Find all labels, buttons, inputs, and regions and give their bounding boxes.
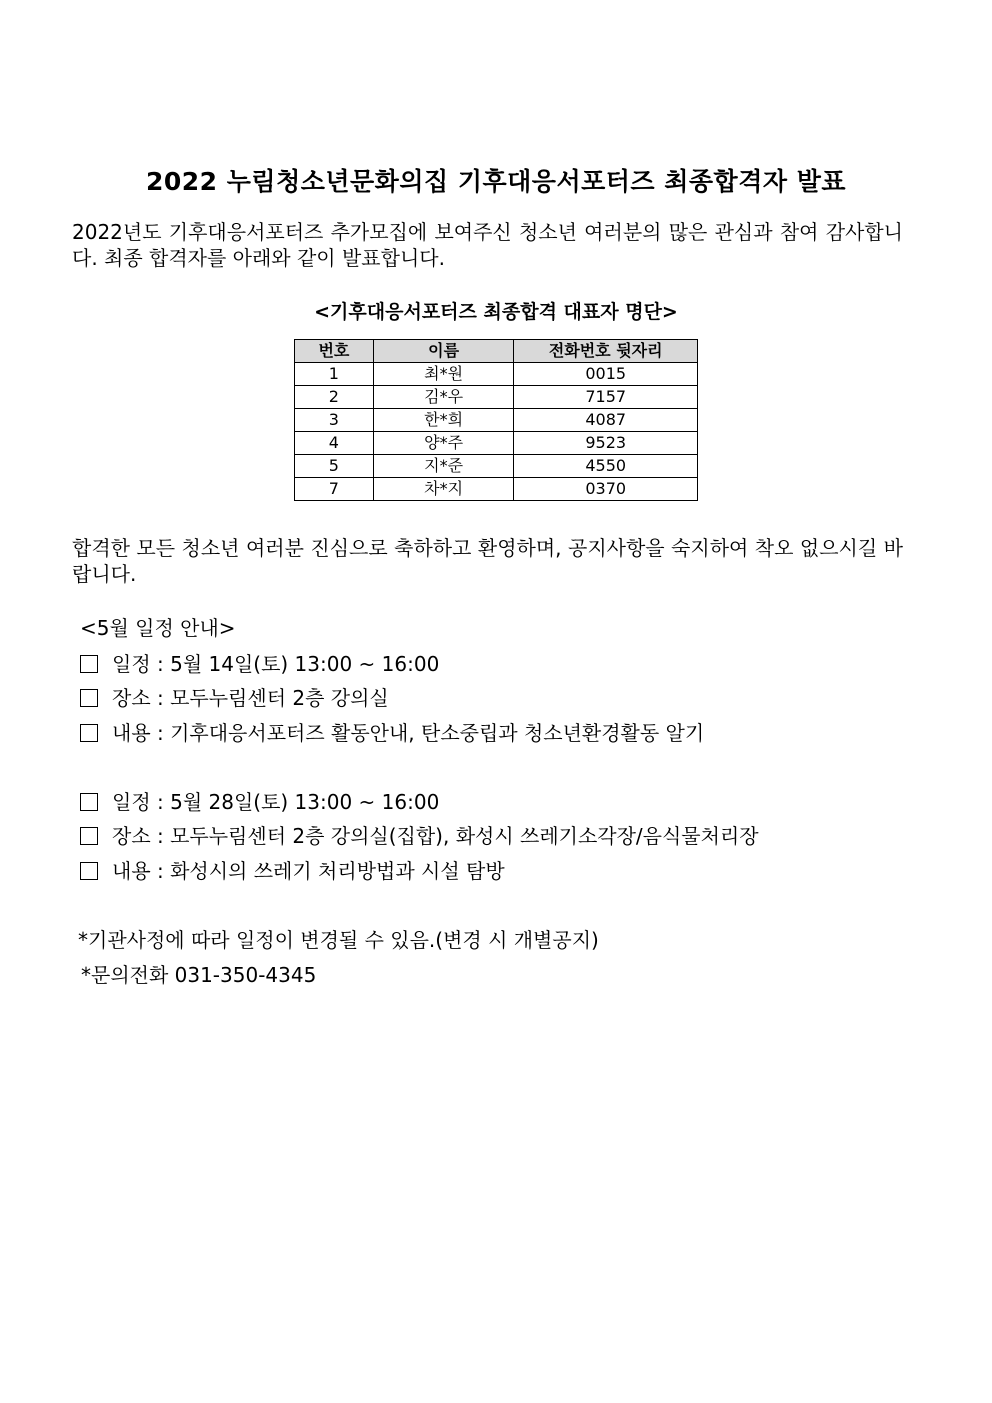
table-caption: <기후대응서포터즈 최종합격 대표자 명단> — [314, 301, 678, 323]
schedule-text: 일정 : 5월 14일(토) 13:00 ~ 16:00 — [112, 652, 440, 676]
header-number: 번호 — [295, 340, 374, 363]
header-phone: 전화번호 뒷자리 — [514, 340, 698, 363]
finalists-table — [294, 339, 698, 501]
table-row — [295, 363, 698, 386]
cell-phone: 4550 — [514, 455, 698, 478]
schedule-text: 장소 : 모두누림센터 2층 강의실(집합), 화성시 쓰레기소각장/음식물처리장 — [112, 824, 759, 848]
schedule-item — [80, 648, 439, 677]
cell-phone: 4087 — [514, 409, 698, 432]
cell-name: 김*우 — [373, 386, 514, 409]
schedule-text: 일정 : 5월 28일(토) 13:00 ~ 16:00 — [112, 790, 440, 814]
cell-name: 최*원 — [373, 363, 514, 386]
table-row — [295, 409, 698, 432]
cell-number: 5 — [295, 455, 374, 478]
cell-name: 양*주 — [373, 432, 514, 455]
cell-number: 2 — [295, 386, 374, 409]
change-notice: *기관사정에 따라 일정이 변경될 수 있음.(변경 시 개별공지) — [78, 928, 599, 952]
cell-number: 1 — [295, 363, 374, 386]
schedule-text: 내용 : 기후대응서포터즈 활동안내, 탄소중립과 청소년환경활동 알기 — [112, 721, 705, 745]
table-row — [295, 432, 698, 455]
intro-paragraph: 2022년도 기후대응서포터즈 추가모집에 보여주신 청소년 여러분의 많은 관심과 참여 감사합니다. 최종 합격자를 아래와 같이 발표합니다. — [72, 220, 903, 270]
schedule-item — [80, 682, 389, 711]
checkbox-icon — [80, 793, 98, 811]
checkbox-icon — [80, 689, 98, 707]
contact-phone: *문의전화 031-350-4345 — [81, 963, 317, 987]
cell-name: 차*지 — [373, 478, 514, 501]
schedule-item — [80, 717, 704, 746]
schedule-item — [80, 786, 439, 815]
checkbox-icon — [80, 862, 98, 880]
cell-phone: 7157 — [514, 386, 698, 409]
cell-phone: 9523 — [514, 432, 698, 455]
page-title: 2022 누림청소년문화의집 기후대응서포터즈 최종합격자 발표 — [146, 167, 846, 196]
schedule-text: 장소 : 모두누림센터 2층 강의실 — [112, 686, 389, 710]
header-name: 이름 — [373, 340, 514, 363]
cell-name: 한*희 — [373, 409, 514, 432]
table-row — [295, 478, 698, 501]
cell-number: 4 — [295, 432, 374, 455]
cell-number: 3 — [295, 409, 374, 432]
cell-phone: 0370 — [514, 478, 698, 501]
schedule-item — [80, 855, 505, 884]
checkbox-icon — [80, 827, 98, 845]
cell-name: 지*준 — [373, 455, 514, 478]
checkbox-icon — [80, 655, 98, 673]
schedule-text: 내용 : 화성시의 쓰레기 처리방법과 시설 탐방 — [112, 859, 505, 883]
table-header-row — [295, 340, 698, 363]
table-row — [295, 386, 698, 409]
checkbox-icon — [80, 724, 98, 742]
congrats-paragraph: 합격한 모든 청소년 여러분 진심으로 축하하고 환영하며, 공지사항을 숙지하여 착오 없으시길 바랍니다. — [72, 536, 903, 586]
cell-phone: 0015 — [514, 363, 698, 386]
cell-number: 7 — [295, 478, 374, 501]
schedule-item — [80, 820, 759, 849]
table-row — [295, 455, 698, 478]
schedule-heading: <5월 일정 안내> — [80, 616, 236, 640]
